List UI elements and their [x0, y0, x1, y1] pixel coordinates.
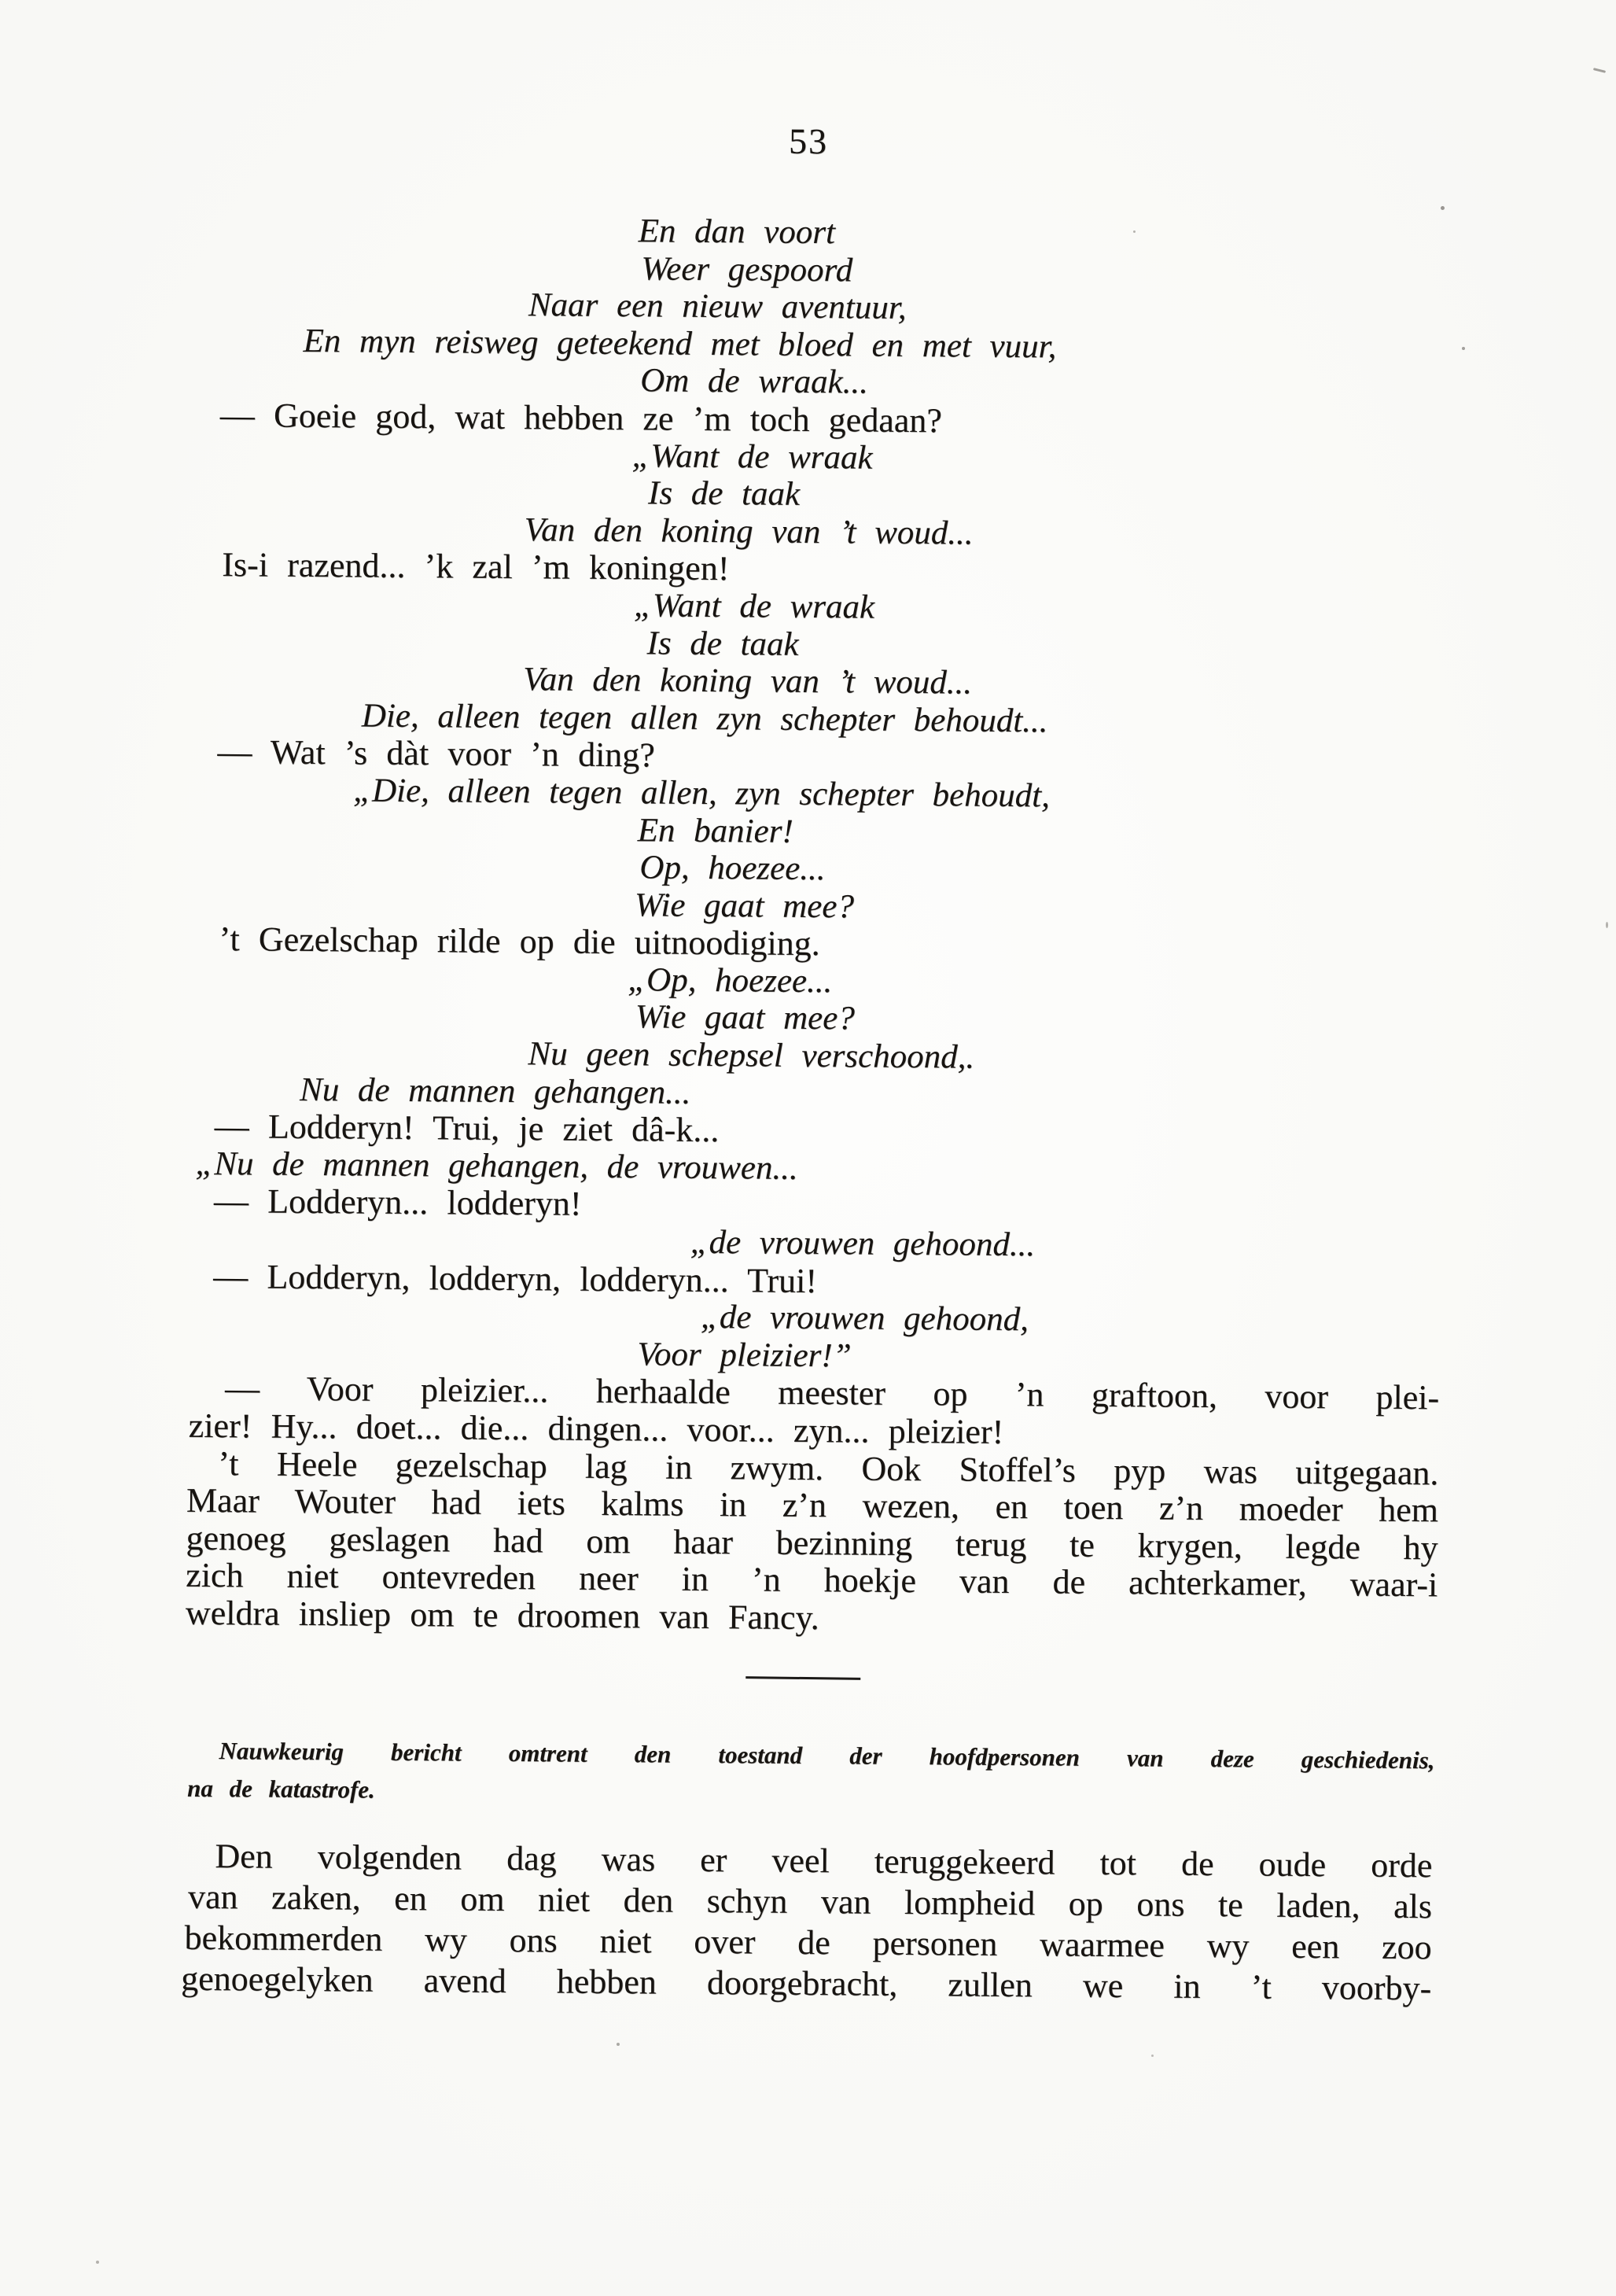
prose-line: weldra insliep om te droomen van Fancy.: [185, 1593, 819, 1638]
speech-line: — Lodderyn! Trui, je ziet dâ-k...: [214, 1107, 720, 1150]
closing-paragraph: [181, 1836, 1433, 2009]
heading-line: Nauwkeurig bericht omtrent den toestand der hoofdpersonen van deze geschiedenis,: [219, 1737, 1435, 1775]
prose-line: genoegelyken avend hebben doorgebracht, zullen we in ’t voorby-: [181, 1959, 1432, 2008]
speech-line: — Goeie god, wat hebben ze ’m toch gedaan?: [219, 396, 943, 440]
section-heading: [184, 1732, 1435, 1817]
verse-and-dialogue-block: [186, 209, 1449, 1642]
scan-speck: [1462, 347, 1465, 350]
verse-line: „Want de wraak: [633, 587, 875, 626]
speech-line: ’t Gezelschap rilde op die uitnoodiging.: [219, 920, 820, 964]
prose-line: genoeg geslagen had om haar bezinning terug te krygen, legde hy: [186, 1518, 1438, 1568]
speech-line: — Lodderyn... lodderyn!: [213, 1181, 582, 1224]
verse-line: Van den koning van ’t woud...: [523, 661, 973, 702]
verse-line: En dan voort: [638, 212, 836, 252]
speech-line: Is-i razend... ’k zal ’m koningen!: [222, 545, 730, 588]
speech-line: — Wat ’s dàt voor ’n ding?: [217, 732, 656, 775]
speech-line: — Voor pleizier... herhaalde meester op ’n graftoon, voor plei-: [224, 1369, 1440, 1417]
verse-line: Wie gaat mee?: [635, 998, 856, 1037]
verse-line: „de vrouwen gehoond...: [690, 1223, 1036, 1264]
verse-line: „de vrouwen gehoond,: [700, 1299, 1029, 1339]
verse-line: En banier!: [637, 811, 793, 850]
verse-line: Naar een nieuw aventuur,: [528, 286, 907, 327]
prose-line: van zaken, en om niet den schyn van lompheid op ons te laden, als: [187, 1877, 1433, 1926]
prose-line: bekommerden wy ons niet over de personen waarmee wy een zoo: [184, 1918, 1432, 1967]
verse-line: Is de taak: [647, 474, 801, 514]
verse-line: Weer gespoord: [641, 249, 853, 289]
verse-line: Om de wraak...: [640, 362, 869, 401]
verse-line: Op, hoezee...: [639, 849, 826, 888]
speech-line: zier! Hy... doet... die... dingen... voor... zyn... pleizier!: [188, 1406, 1004, 1451]
prose-line: Maar Wouter had iets kalms in z’n wezen, en toen z’n moeder hem: [186, 1481, 1439, 1530]
scan-speck: [1133, 230, 1136, 233]
verse-line: Wie gaat mee?: [634, 886, 855, 926]
scan-speck: [1441, 206, 1445, 210]
prose-line: zich niet ontevreden neer in ’n hoekje van de achterkamer, waar-i: [186, 1556, 1438, 1605]
verse-line: „Die, alleen tegen allen, zyn schepter behoudt,: [352, 772, 1051, 815]
verse-line: Van den koning van ’t woud...: [524, 510, 974, 552]
prose-line: Den volgenden dag was er veel teruggekeerd tot de oude orde: [215, 1837, 1433, 1885]
scan-speck: [1606, 922, 1608, 928]
verse-line: En myn reisweg geteekend met bloed en met vuur,: [303, 322, 1057, 366]
verse-line: Voor pleizier!”: [637, 1336, 852, 1375]
verse-line: Nu de mannen gehangen...: [299, 1071, 691, 1111]
verse-line: „Op, hoezee...: [628, 961, 833, 1001]
speech-line: ’t Heele gezelschap lag in zwym. Ook Stoffel’s pyp was uitgegaan.: [218, 1443, 1439, 1492]
section-divider-rule: [745, 1676, 860, 1680]
verse-line: Die, alleen tegen allen zyn schepter behoudt...: [361, 697, 1048, 740]
page-number: 53: [788, 120, 829, 162]
verse-line: „Want de wraak: [631, 437, 873, 477]
verse-line: „Nu de mannen gehangen, de vrouwen...: [195, 1144, 798, 1187]
scan-speck: [617, 2043, 620, 2046]
speech-line: — Lodderyn, lodderyn, lodderyn... Trui!: [213, 1256, 818, 1300]
heading-line: na de katastrofe.: [187, 1774, 376, 1804]
scan-speck: [1151, 2055, 1154, 2057]
verse-line: Is de taak: [646, 624, 799, 663]
scan-speck: [96, 2261, 99, 2264]
verse-line: Nu geen schepsel verschoond,.: [528, 1035, 975, 1076]
